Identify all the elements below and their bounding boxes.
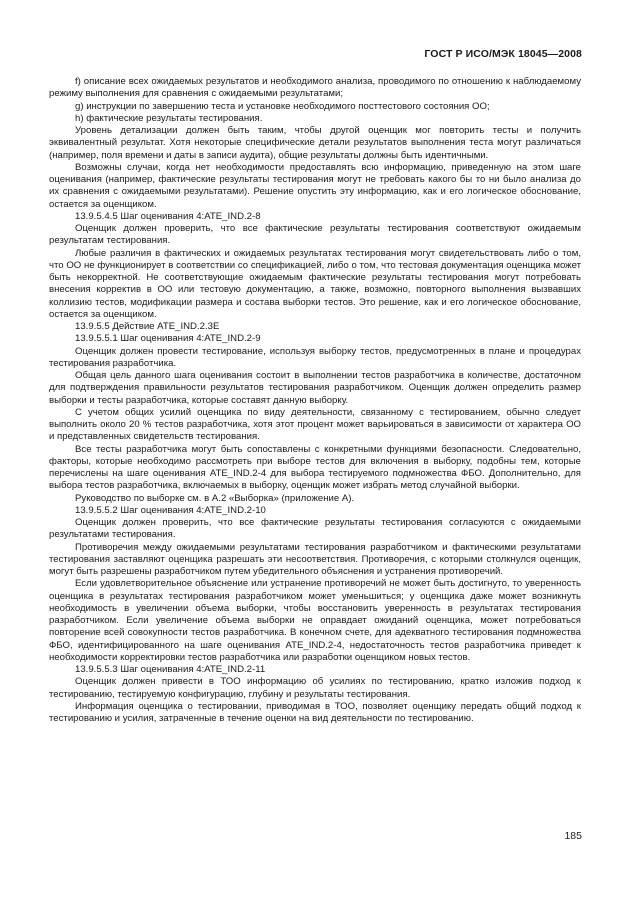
section-heading: 13.9.5.4.5 Шаг оценивания 4:ATE_IND.2-8 bbox=[75, 210, 261, 222]
paragraph: Оценщик должен привести в ТОО информацию об усилиях по тестированию, кратко изложив подход к тестированию, тестируемую конфигурацию, глубину и результаты тестирования. bbox=[49, 676, 581, 700]
paragraph: Оценщик должен проверить, что все фактические результаты тестирования согласуются с ожидаемыми результатами тестирования. bbox=[49, 517, 581, 541]
paragraph: Противоречия между ожидаемыми результатами тестирования разработчиком и фактическими результатами тестирования заставляют оценщика разрешать эти несоответствия. Противоречия, с которыми столкнулся оценщик, могут быть разрешены разработчиком путем убедительного объяснения и устранения противоречий. bbox=[49, 541, 581, 577]
section-heading: 13.9.5.5 Действие ATE_IND.2.3E bbox=[75, 321, 220, 332]
paragraph: С учетом общих усилий оценщика по виду деятельности, связанному с тестированием, обычно следует выполнить около 20 % тестов разработчика, хотя этот процент может варьироваться в зависимости от характера ОО и представленных свидетельств тестирования. bbox=[49, 406, 581, 443]
paragraph: Оценщик должен провести тестирование, используя выборку тестов, предусмотренных в плане и процедурах тестирования разработчика. bbox=[49, 345, 581, 369]
paragraph: g) инструкции по завершению теста и установке необходимого посттестового состояния ОО; bbox=[75, 100, 490, 112]
paragraph: Оценщик должен проверить, что все фактические результаты тестирования соответствуют ожидаемым результатам тестирования. bbox=[49, 223, 581, 247]
page-number: 185 bbox=[564, 830, 582, 842]
section-heading: 13.9.5.5.2 Шаг оценивания 4:ATE_IND.2-10 bbox=[75, 504, 266, 516]
section-heading: 13.9.5.5.3 Шаг оценивания 4:ATE_IND.2-11 bbox=[75, 664, 266, 675]
paragraph: Уровень детализации должен быть таким, чтобы другой оценщик мог повторить тесты и получить эквивалентный результат. Хотя некоторые специфические детали результатов выполнения теста могут различаться (например, поля времени и даты в записи аудита), общие результаты должны быть идентичными. bbox=[49, 125, 581, 161]
document-header: ГОСТ Р ИСО/МЭК 18045—2008 bbox=[424, 48, 582, 60]
paragraph: Руководство по выборке см. в А.2 «Выборка» (приложение А). bbox=[75, 492, 355, 504]
paragraph: Любые различия в фактических и ожидаемых результатах тестирования могут свидетельствовать либо о том, что ОО не функционирует в соответствии со спецификацией, либо о том, что тестовая документация оценщика может быть некорректной. Не соответствующие ожидаемым фактические результаты тестирования могут потребовать внесения корректив в ОО или тестовую документацию, а также, возможно, повторного выполнения вызвавших коллизию тестов, модификации размера и состава выборки тестов. Это решение, как и его логическое обоснование, остается за оценщиком. bbox=[49, 247, 581, 320]
paragraph: Возможны случаи, когда нет необходимости предоставлять всю информацию, приведенную на этом шаге оценивания (например, фактические результаты тестирования могут не требовать какого бы то ни было анализа до их сравнения с ожидаемыми результатами). Решение опустить эту информацию, как и его логическое обоснование, остается за оценщиком. bbox=[49, 161, 581, 210]
paragraph: Если удовлетворительное объяснение или устранение противоречий не может быть достигнуто, то уверенность оценщика в результатах тестирования разработчиком может уменьшиться; у оценщика даже может возникнуть необходимость в увеличении объема выборки, чтобы восстановить уверенность в результатах тестирования разработчиком. Если увеличение объема выборки не оправдает ожиданий оценщика, может потребоваться повторение всей совокупности тестов разработчика. В конечном счете, для адекватного тестирования подмножества ФБО, идентифицированного на шаге оценивания ATE_IND.2-4, недостаточность тестов разработчика приведет к необходимости корректировки тестов разработчика или разработки оценщиком новых тестов. bbox=[49, 578, 581, 663]
paragraph: Все тесты разработчика могут быть сопоставлены с конкретными функциями безопасности. Следовательно, факторы, которые необходимо рассмотреть при выборе тестов для включения в выборку, подобны тем, которые перечислены на шаге оценивания ATE_IND.2-4 для выбора тестируемого подмножества ФБО. Дополнительно, для выбора тестов разработчика, включаемых в выборку, оценщик может избрать метод случайной выборки. bbox=[49, 443, 581, 492]
paragraph: f) описание всех ожидаемых результатов и необходимого анализа, проводимого по отношению к наблюдаемому режиму выполнения для сравнения с ожидаемыми результатами; bbox=[49, 76, 581, 100]
paragraph: h) фактические результаты тестирования. bbox=[75, 112, 263, 124]
paragraph: Информация оценщика о тестировании, приводимая в ТОО, позволяет оценщику передать общий подход к тестированию и усилия, затраченные в течение оценки на вид деятельности по тестированию. bbox=[49, 700, 581, 724]
document-body bbox=[49, 76, 581, 725]
paragraph: Общая цель данного шага оценивания состоит в выполнении тестов разработчика в количестве, достаточном для подтверждения правильности результатов тестирования разработчиком. Оценщик должен определить размер выборки и тесты разработчика, которые составят данную выборку. bbox=[49, 370, 581, 406]
section-heading: 13.9.5.5.1 Шаг оценивания 4:ATE_IND.2-9 bbox=[75, 333, 261, 345]
